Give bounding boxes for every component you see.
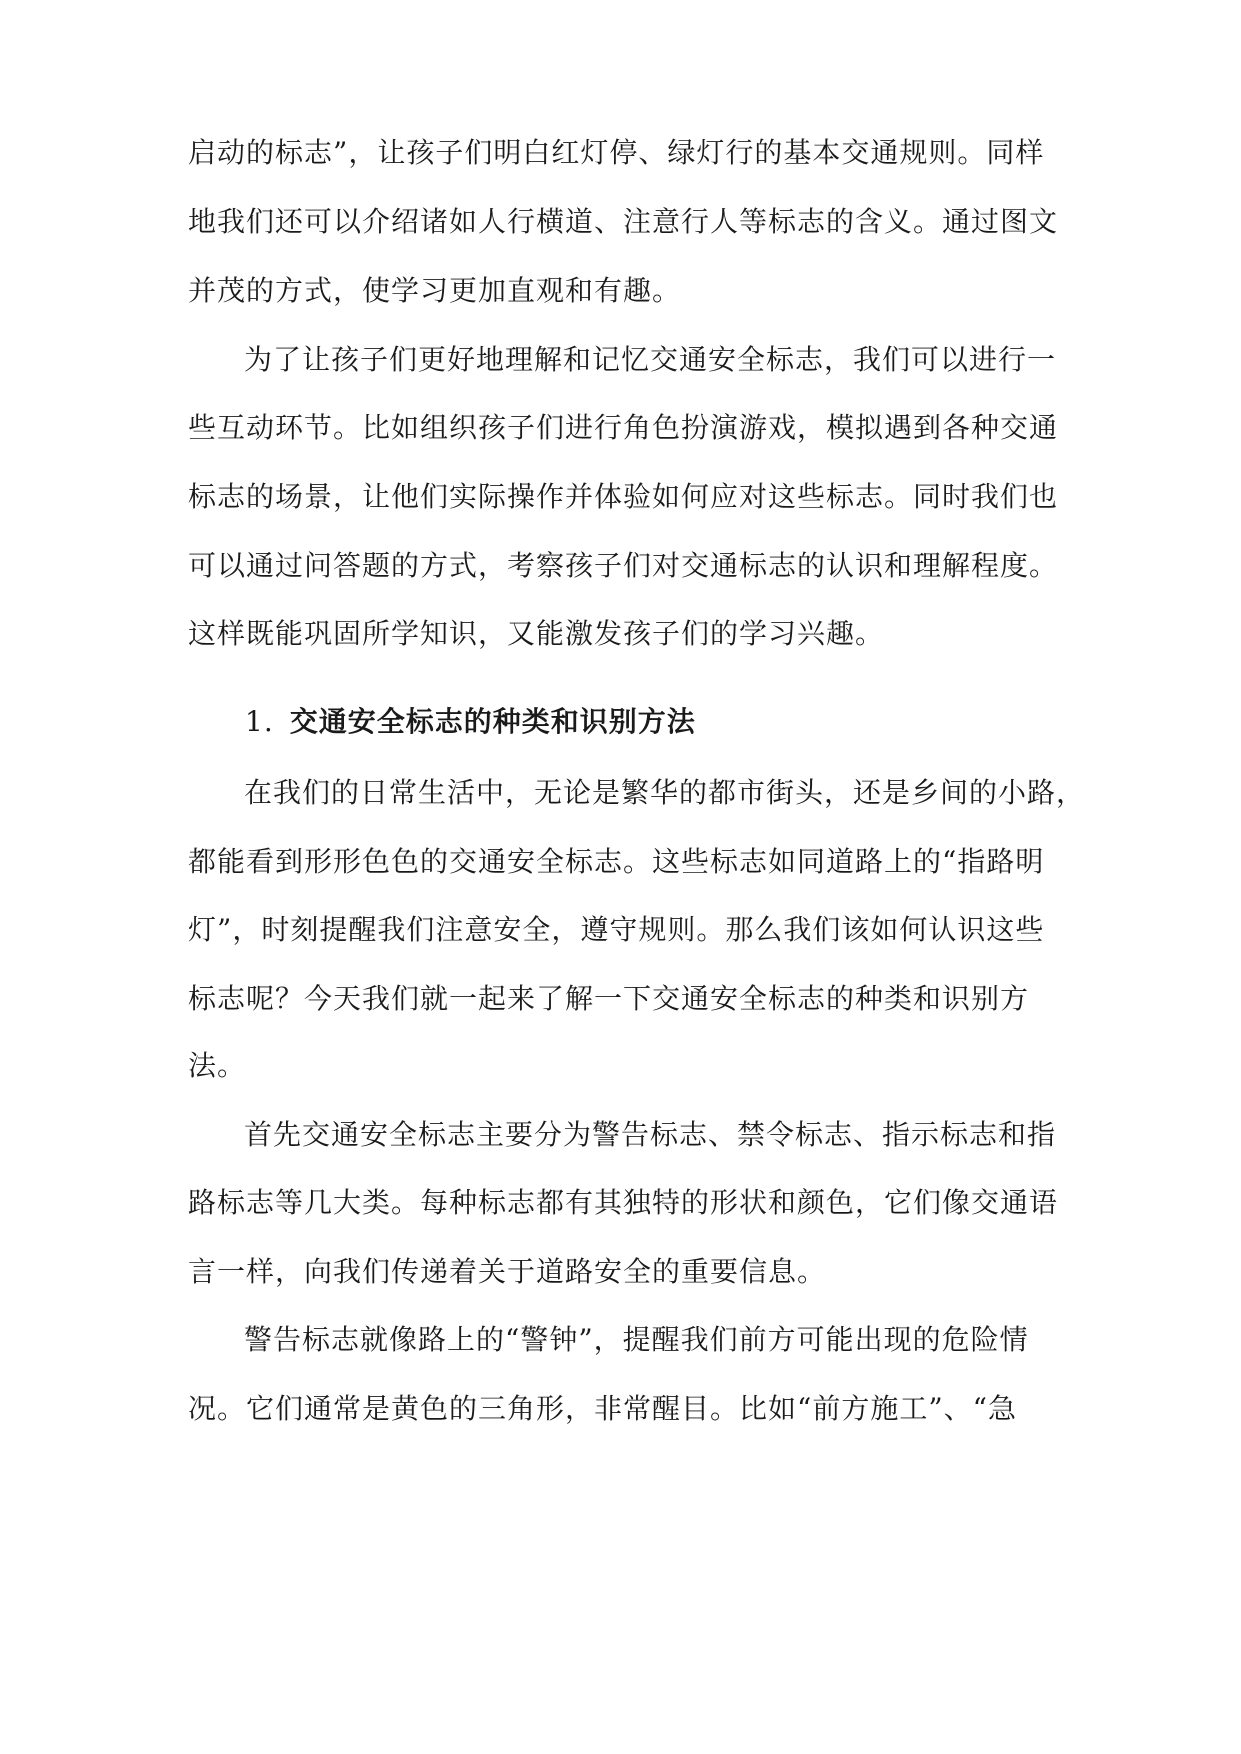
paragraph-line: 灯”，时刻提醒我们注意安全，遵守规则。那么我们该如何认识这些 [188,913,1045,946]
paragraph-line: 地我们还可以介绍诸如人行横道、注意行人等标志的含义。通过图文 [188,205,1059,238]
paragraph-line: 并茂的方式，使学习更加直观和有趣。 [188,274,682,307]
paragraph-line: 为了让孩子们更好地理解和记忆交通安全标志，我们可以进行一 [244,343,1057,376]
paragraph-line: 些互动环节。比如组织孩子们进行角色扮演游戏，模拟遇到各种交通 [188,411,1059,444]
paragraph-line: 路标志等几大类。每种标志都有其独特的形状和颜色，它们像交通语 [188,1186,1059,1219]
paragraph-line: 标志的场景，让他们实际操作并体验如何应对这些标志。同时我们也 [188,480,1059,513]
paragraph-line: 这样既能巩固所学知识，又能激发孩子们的学习兴趣。 [188,617,885,650]
section-heading [245,702,696,742]
paragraph-line: 在我们的日常生活中，无论是繁华的都市街头，还是乡间的小路， [244,776,1086,809]
paragraph-line: 启动的标志”，让孩子们明白红灯停、绿灯行的基本交通规则。同样 [188,136,1045,169]
paragraph-line: 可以通过问答题的方式，考察孩子们对交通标志的认识和理解程度。 [188,549,1059,582]
paragraph-line: 言一样，向我们传递着关于道路安全的重要信息。 [188,1255,827,1288]
section-number: 1. [245,705,274,738]
paragraph-line: 况。它们通常是黄色的三角形，非常醒目。比如“前方施工”、“急 [188,1392,1017,1425]
paragraph-line: 警告标志就像路上的“警钟”，提醒我们前方可能出现的危险情 [244,1323,1029,1356]
paragraph-line: 首先交通安全标志主要分为警告标志、禁令标志、指示标志和指 [244,1118,1057,1151]
paragraph-line: 都能看到形形色色的交通安全标志。这些标志如同道路上的“指路明 [188,845,1045,878]
paragraph-line: 法。 [188,1049,247,1082]
section-title: 交通安全标志的种类和识别方法 [289,705,696,738]
paragraph-line: 标志呢？今天我们就一起来了解一下交通安全标志的种类和识别方 [188,982,1030,1015]
